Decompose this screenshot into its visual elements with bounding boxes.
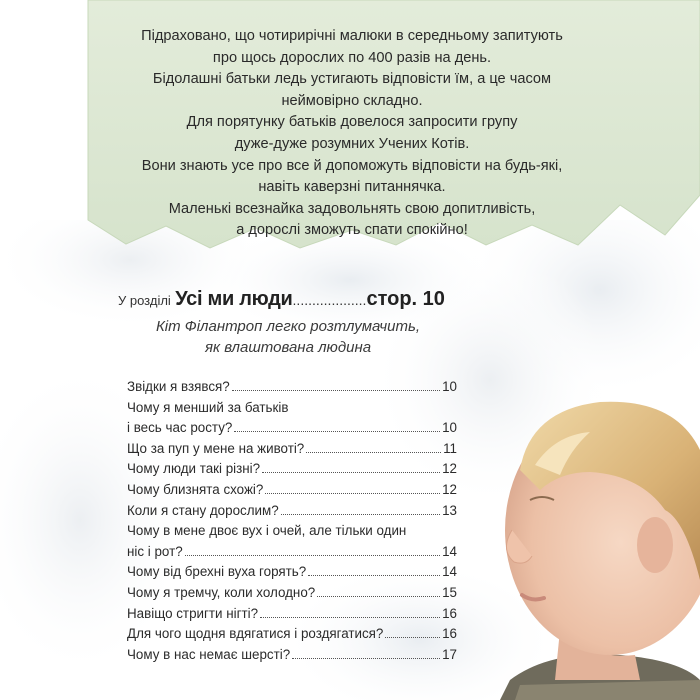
intro-line: Маленькі всезнайка задовольнять свою допитливість,: [168, 200, 536, 217]
toc-page-number: 16: [442, 605, 457, 621]
toc-item-title: Навіщо стригти нігті?: [127, 605, 259, 621]
toc-row: [127, 562, 457, 583]
toc-row: [127, 645, 457, 666]
section-subtitle-line: Кіт Філантроп легко розтлумачить,: [155, 318, 421, 335]
toc-item-title: Чому люди такі різні?: [127, 461, 261, 477]
section-subtitle-line: як влаштована людина: [204, 339, 372, 356]
toc-item[interactable]: [127, 459, 457, 480]
toc-item[interactable]: [127, 562, 457, 583]
toc-leader-dots: [292, 657, 440, 659]
toc-page-number: 10: [442, 420, 457, 436]
section-prefix: У розділі: [118, 293, 171, 308]
toc-item[interactable]: [127, 480, 457, 501]
toc-page-number: 12: [442, 461, 457, 477]
toc-item-title: і весь час росту?: [127, 420, 233, 436]
toc-page-number: 16: [442, 626, 457, 642]
toc-item-line: Чому я менший за батьків: [127, 399, 289, 415]
toc-page-number: 11: [443, 440, 457, 456]
toc-item-title: Чому близнята схожі?: [127, 481, 264, 497]
toc-item[interactable]: [127, 398, 457, 439]
toc-page-number: 17: [442, 646, 457, 662]
toc-item[interactable]: [127, 604, 457, 625]
toc-item[interactable]: [127, 377, 457, 398]
toc-row: [127, 418, 457, 439]
toc-leader-dots: [234, 430, 440, 432]
toc-leader-dots: [232, 389, 440, 391]
toc-page-number: 13: [442, 502, 457, 518]
toc-item[interactable]: [127, 521, 457, 562]
section-dots: ...................: [292, 292, 367, 308]
toc-item[interactable]: [127, 583, 457, 604]
toc-list: [127, 377, 457, 665]
toc-leader-dots: [185, 554, 440, 556]
toc-row: [127, 624, 457, 645]
intro-line: неймовірно складно.: [281, 92, 423, 109]
toc-page-number: 15: [442, 584, 457, 600]
child-photo: [460, 380, 700, 700]
toc-leader-dots: [306, 451, 441, 453]
toc-item[interactable]: [127, 645, 457, 666]
section-subtitle: [138, 316, 438, 358]
intro-banner: [0, 0, 700, 255]
toc-item-title: ніс і рот?: [127, 543, 183, 559]
toc-item[interactable]: [127, 624, 457, 645]
intro-line: Підраховано, що чотирирічні малюки в середньому запитують: [141, 28, 563, 44]
section-header: [118, 288, 478, 358]
toc-leader-dots: [265, 492, 440, 494]
toc-row: [127, 501, 457, 522]
toc-row: [127, 604, 457, 625]
intro-line: Бідолашні батьки ледь устигають відповісти їм, а це часом: [152, 71, 552, 88]
toc-item-title: Чому в нас немає шерсті?: [127, 646, 291, 662]
toc-item[interactable]: [127, 439, 457, 460]
toc-leader-dots: [308, 574, 440, 576]
section-page: стор. 10: [366, 288, 445, 310]
toc-row: [127, 377, 457, 398]
toc-row: [127, 439, 457, 460]
toc-page-number: 12: [442, 481, 457, 497]
toc-item-title: Для чого щодня вдягатися і роздягатися?: [127, 626, 384, 642]
toc-leader-dots: [317, 595, 440, 597]
toc-leader-dots: [262, 471, 440, 473]
toc-item-title: Що за пуп у мене на животі?: [127, 440, 305, 456]
section-title: Усі ми люди: [175, 288, 293, 310]
toc-page-number: 14: [442, 564, 457, 580]
toc-page-number: 14: [442, 543, 457, 559]
intro-line: а дорослі зможуть спати спокійно!: [236, 222, 468, 239]
intro-line: Вони знають усе про все й допоможуть відповісти на будь-які,: [141, 157, 563, 174]
toc-row: [127, 459, 457, 480]
toc-row: [127, 583, 457, 604]
intro-text: [92, 26, 612, 242]
toc-item-title: Звідки я взявся?: [127, 379, 230, 394]
intro-line: Для порятунку батьків довелося запросити групу: [186, 114, 518, 131]
toc-row: [127, 542, 457, 563]
toc-page-number: 10: [442, 379, 457, 394]
toc-leader-dots: [281, 513, 440, 515]
toc-item[interactable]: [127, 501, 457, 522]
toc-leader-dots: [260, 616, 440, 618]
toc-item-title: Чому від брехні вуха горять?: [127, 564, 307, 580]
toc-item-title: Чому я тремчу, коли холодно?: [127, 584, 316, 600]
section-title-line[interactable]: [118, 288, 478, 316]
toc-item-title: Коли я стану дорослим?: [127, 502, 279, 518]
intro-line: навіть каверзні питаннячка.: [258, 179, 446, 196]
intro-line: про щось дорослих по 400 разів на день.: [212, 49, 492, 66]
toc-item-line: Чому в мене двоє вух і очей, але тільки один: [127, 523, 407, 539]
toc-leader-dots: [385, 636, 440, 638]
intro-line: дуже-дуже розумних Учених Котів.: [234, 135, 470, 152]
toc-row: [127, 480, 457, 501]
